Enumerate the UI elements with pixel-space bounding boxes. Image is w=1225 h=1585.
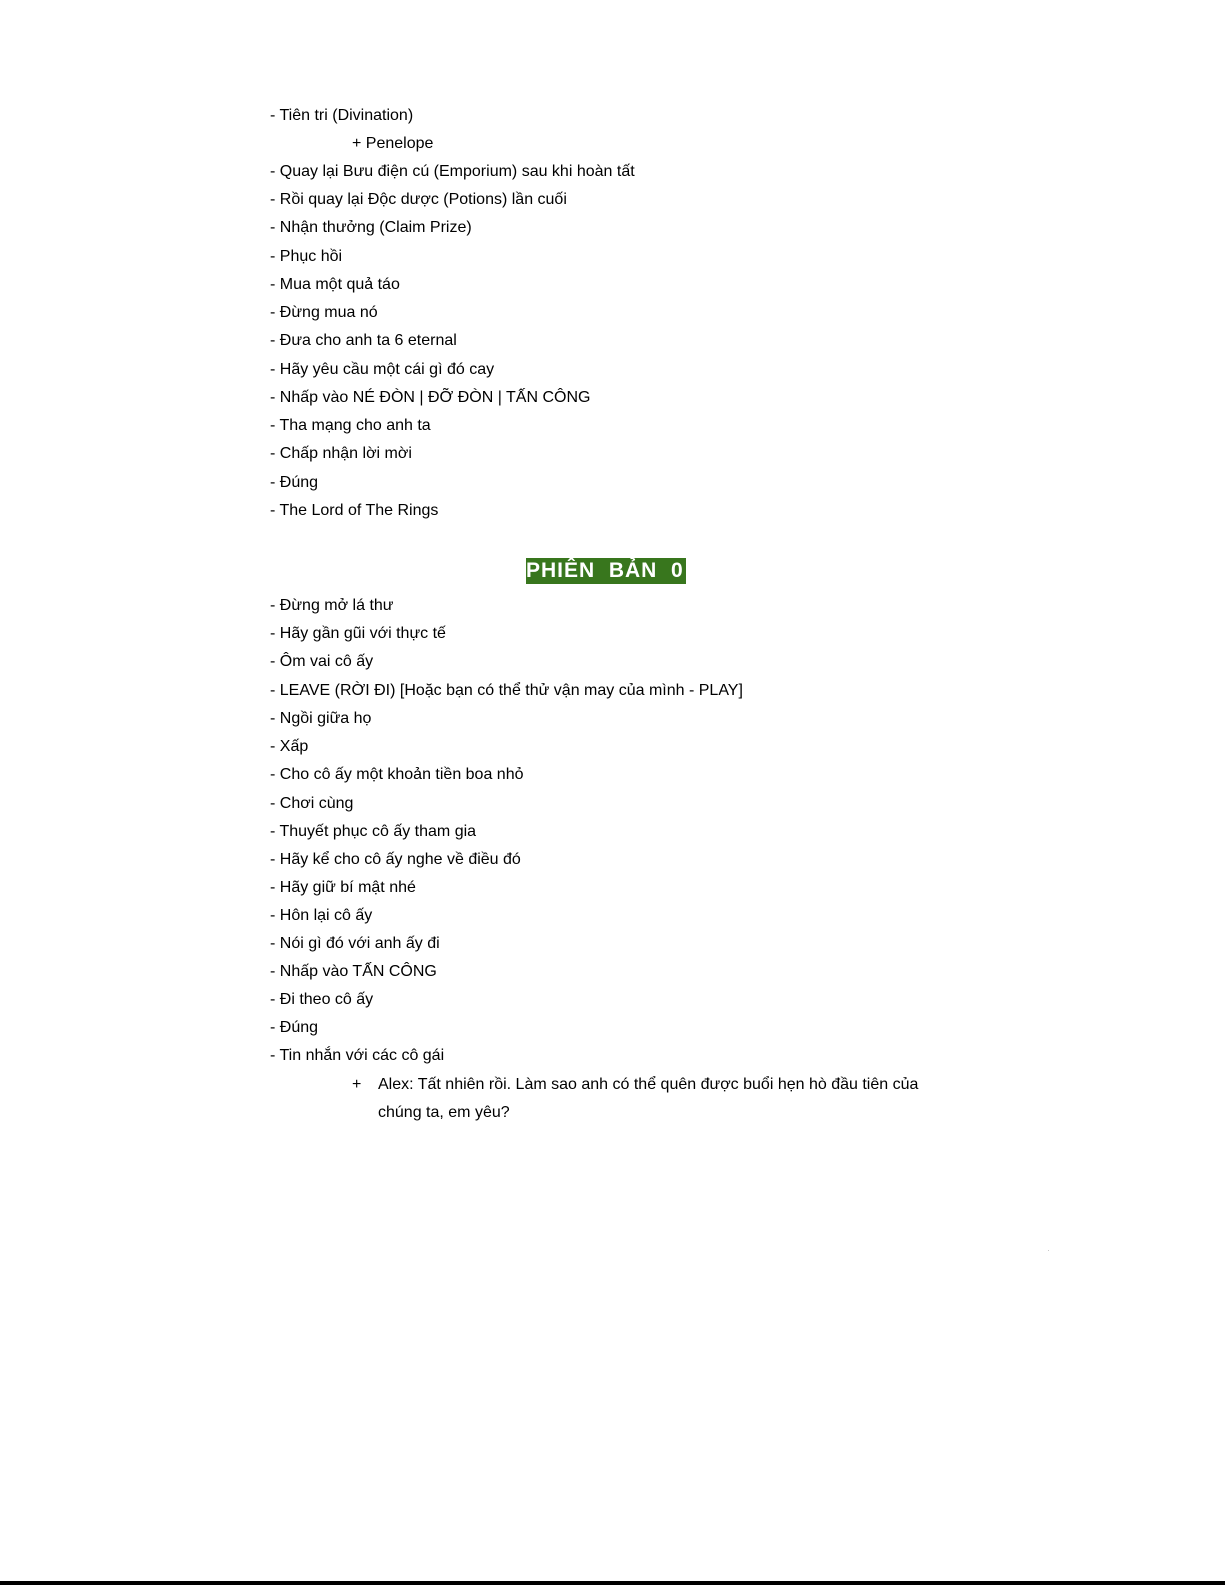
list-item: - Hôn lại cô ấy: [270, 907, 373, 924]
list-item: - Tin nhắn với các cô gái: [270, 1047, 445, 1064]
sub-list-item: + Penelope: [352, 135, 434, 152]
list-item: - Ngồi giữa họ: [270, 710, 372, 727]
list-item: - The Lord of The Rings: [270, 502, 439, 519]
list-item: - Thuyết phục cô ấy tham gia: [270, 823, 477, 840]
sub-item-text-line-2: chúng ta, em yêu?: [378, 1104, 510, 1121]
version-heading: [526, 558, 686, 584]
page-bottom-rule: [0, 1581, 1225, 1585]
list-item: - Hãy giữ bí mật nhé: [270, 879, 416, 896]
list-item: - Quay lại Bưu điện cú (Emporium) sau khi hoàn tất: [270, 163, 635, 180]
list-item: - Phục hồi: [270, 248, 343, 265]
list-item: - Đừng mở lá thư: [270, 597, 394, 614]
list-item: - Nói gì đó với anh ấy đi: [270, 935, 440, 952]
list-item: - Tha mạng cho anh ta: [270, 417, 431, 434]
list-item: - Xấp: [270, 738, 309, 755]
list-item: - Rồi quay lại Độc dược (Potions) lần cuối: [270, 191, 567, 208]
list-item: - Đừng mua nó: [270, 304, 378, 321]
scan-speck: [1048, 1250, 1049, 1251]
sub-bullet-marker: +: [352, 1076, 362, 1093]
list-item: - Ôm vai cô ấy: [270, 653, 374, 670]
list-item: - Hãy kể cho cô ấy nghe về điều đó: [270, 851, 521, 868]
list-item: - Đi theo cô ấy: [270, 991, 374, 1008]
list-item: - Cho cô ấy một khoản tiền boa nhỏ: [270, 766, 524, 783]
list-item: - Nhấp vào TẤN CÔNG: [270, 963, 437, 980]
list-item: - Mua một quả táo: [270, 276, 400, 293]
list-item: - Đúng: [270, 474, 319, 491]
list-item: - Chấp nhận lời mời: [270, 445, 412, 462]
list-item: - Hãy yêu cầu một cái gì đó cay: [270, 361, 495, 378]
list-item: - Nhận thưởng (Claim Prize): [270, 219, 472, 236]
list-item: - Nhấp vào NÉ ĐÒN | ĐỠ ĐÒN | TẤN CÔNG: [270, 389, 591, 406]
list-item: - LEAVE (RỜI ĐI) [Hoặc bạn có thể thử vận may của mình - PLAY]: [270, 682, 743, 699]
version-heading-text: PHIÊN BẢN 0: [526, 559, 684, 582]
list-item: - Đúng: [270, 1019, 319, 1036]
list-item: - Hãy gần gũi với thực tế: [270, 625, 446, 642]
list-item: - Chơi cùng: [270, 795, 354, 812]
sub-item-text-line-1: Alex: Tất nhiên rồi. Làm sao anh có thể quên được buổi hẹn hò đầu tiên của: [378, 1076, 919, 1093]
list-item: - Tiên tri (Divination): [270, 107, 414, 124]
list-item: - Đưa cho anh ta 6 eternal: [270, 332, 457, 349]
